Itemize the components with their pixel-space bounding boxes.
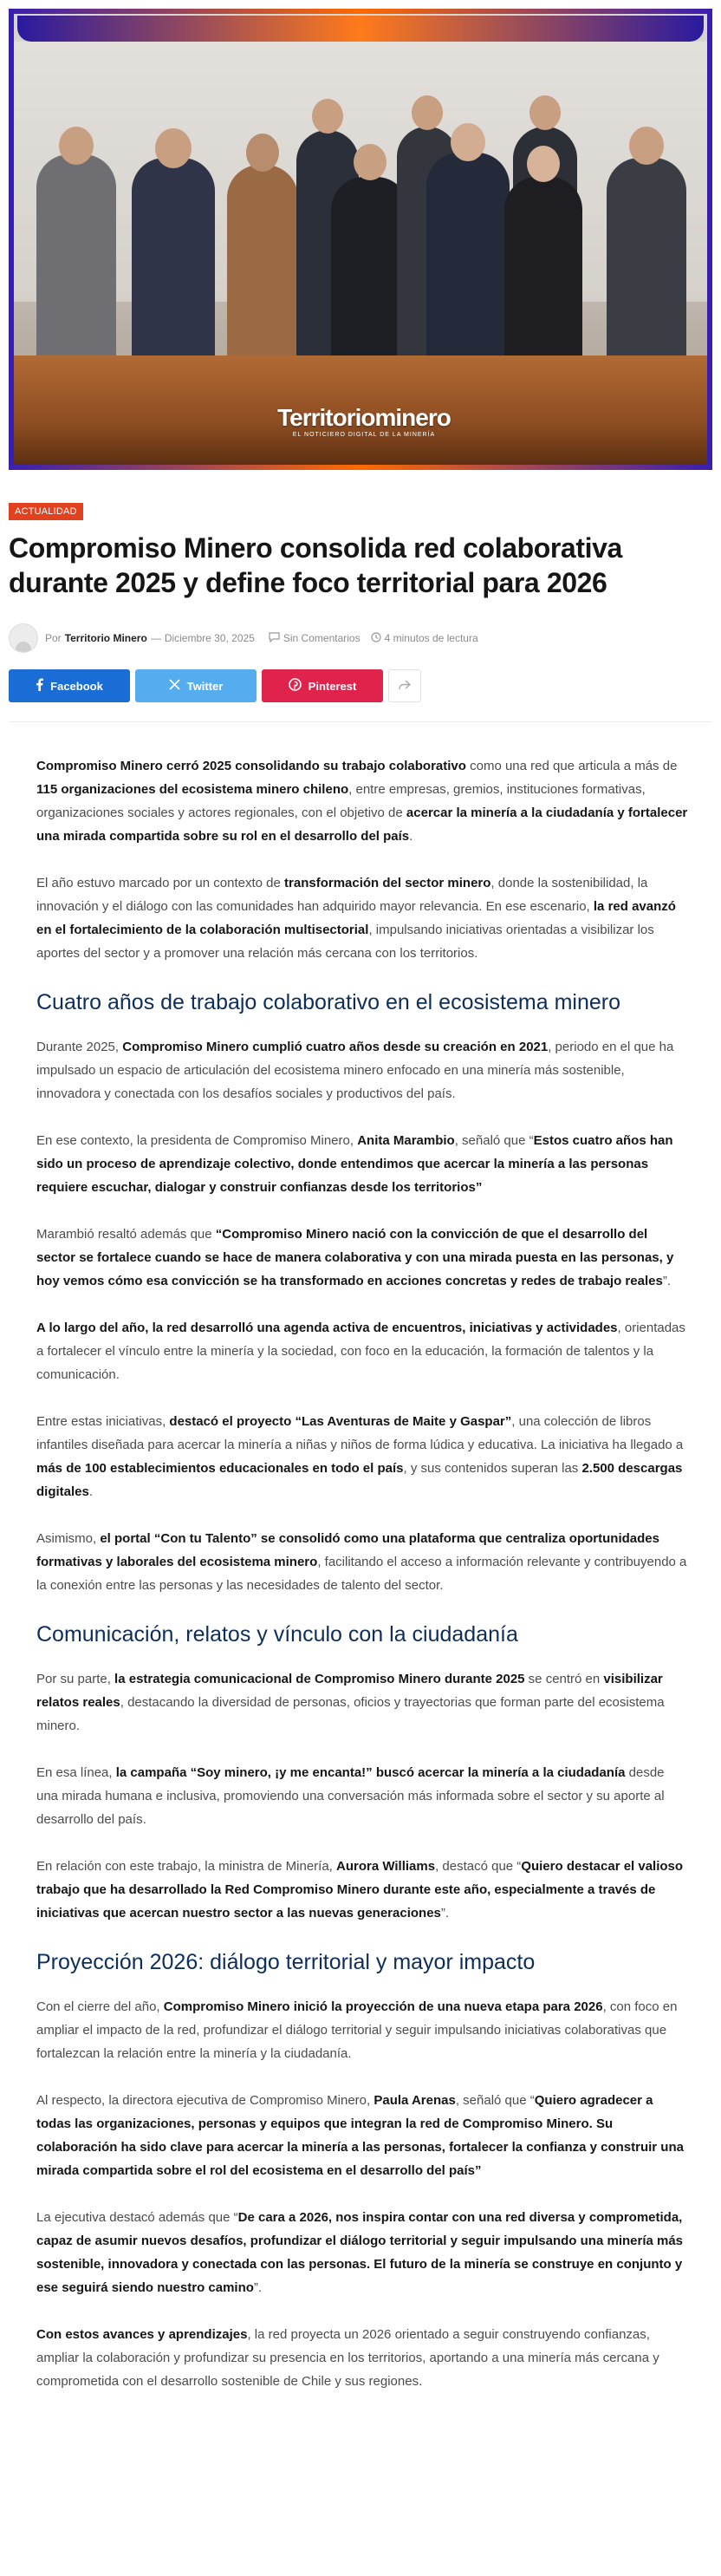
hero-person xyxy=(504,146,582,361)
author-avatar[interactable] xyxy=(9,623,38,653)
share-twitter-label: Twitter xyxy=(186,679,224,693)
paragraph: A lo largo del año, la red desarrolló una agenda activa de encuentros, iniciativas y actividades, orientadas a fortalecer el vínculo entre la minería y la sociedad, con foco en la educación, la formación de talentos y la comunicación. xyxy=(36,1321,685,1382)
clock-icon xyxy=(371,632,381,645)
hero-frame-right xyxy=(707,9,712,470)
share-bar xyxy=(9,669,421,702)
hero-person xyxy=(132,128,215,361)
share-arrow-icon xyxy=(399,680,411,693)
hero-frame xyxy=(9,9,712,14)
paragraph: En ese contexto, la presidenta de Compromiso Minero, Anita Marambio, señaló que “Estos cuatro años han sido un proceso de aprendizaje colectivo, donde entendimos que acercar la minería a las personas requiere escuchar, dialogar y construir confianzas desde los territorios” xyxy=(36,1133,673,1195)
category-badge[interactable]: ACTUALIDAD xyxy=(9,503,83,520)
comments-link[interactable]: Sin Comentarios xyxy=(283,632,360,644)
meta-separator: — xyxy=(150,632,161,644)
pinterest-icon xyxy=(289,678,302,694)
section-heading: Comunicación, relatos y vínculo con la ciudadanía xyxy=(36,1622,518,1647)
paragraph: Al respecto, la directora ejecutiva de Compromiso Minero, Paula Arenas, señaló que “Quiero agradecer a todas las organizaciones, personas y equipos que integran la red de Compromiso Minero. Su colaboración ha sido clave para acercar la minería a las personas, fortalecer la confianza y construir una mirada compartida sobre el rol del ecosistema en el desarrollo del país” xyxy=(36,2093,684,2178)
hero-person xyxy=(426,123,510,361)
header-divider xyxy=(9,721,712,722)
post-meta xyxy=(9,624,478,652)
paragraph: Asimismo, el portal “Con tu Talento” se consolidó como una plataforma que centraliza oportunidades formativas y laborales del ecosistema minero, facilitando el acceso a información relevante y contribuyendo a la conexión entre las personas y las necesidades de talento del sector. xyxy=(36,1531,687,1593)
paragraph: Entre estas iniciativas, destacó el proyecto “Las Aventuras de Maite y Gaspar”, una colección de libros infantiles diseñada para acercar la minería a niñas y niños de forma lúdica y educativa. La iniciativa ha llegado a más de 100 establecimientos educacionales en todo el país, y sus contenidos superan las 2.500 descargas digitales. xyxy=(36,1414,684,1499)
hero-frame-left xyxy=(9,9,14,470)
facebook-icon xyxy=(36,678,43,694)
comment-icon xyxy=(269,632,280,645)
hero-person xyxy=(227,134,298,361)
hero-frame-bottom xyxy=(9,465,712,470)
paragraph: Con el cierre del año, Compromiso Minero inició la proyección de una nueva etapa para 2026, con foco en ampliar el impacto de la red, profundizar el diálogo territorial y seguir impulsando iniciativas colaborativas que fortalezcan la relación entre la minería y la ciudadanía. xyxy=(36,1999,678,2061)
paragraph: En esa línea, la campaña “Soy minero, ¡y me encanta!” buscó acercar la minería a la ciudadanía desde una mirada humana e inclusiva, promoviendo una conversación más informada sobre el sector y su aporte al desarrollo del país. xyxy=(36,1765,665,1827)
author-link[interactable]: Territorio Minero xyxy=(64,632,147,644)
x-logo-icon xyxy=(169,679,180,693)
paragraph: En relación con este trabajo, la ministra de Minería, Aurora Williams, destacó que “Quiero destacar el valioso trabajo que ha desarrollado la Red Compromiso Minero durante este año, especialmente a través de iniciativas que acercan nuestro sector a las nuevas generaciones”. xyxy=(36,1859,684,1921)
hero-image xyxy=(9,9,712,470)
hero-person xyxy=(607,127,686,361)
post-date: Diciembre 30, 2025 xyxy=(164,632,255,644)
share-more-button[interactable] xyxy=(388,669,421,702)
hero-banner xyxy=(17,16,704,42)
article-body xyxy=(36,754,688,2416)
paragraph: Marambió resaltó además que “Compromiso Minero nació con la convicción de que el desarrollo del sector se fortalece cuando se hace de manera colaborativa y con una mirada puesta en las personas, y hoy vemos cómo esa convicción se ha transformado en acciones concretas y redes de trabajo reales”. xyxy=(36,1227,674,1288)
article-title: Compromiso Minero consolida red colaborativa durante 2025 y define foco territorial para 2026 xyxy=(9,532,622,598)
share-pinterest-button[interactable] xyxy=(262,669,383,702)
share-facebook-button[interactable] xyxy=(9,669,130,702)
share-twitter-button[interactable] xyxy=(135,669,257,702)
hero-person xyxy=(36,127,116,361)
paragraph: Con estos avances y aprendizajes, la red proyecta un 2026 orientado a seguir construyendo confianzas, ampliar la colaboración y profundizar su presencia en los territorios, aportando a una minería más cercana y comprometida con el desarrollo sostenible de Chile y sus regiones. xyxy=(36,2327,659,2389)
paragraph: La ejecutiva destacó además que “De cara a 2026, nos inspira contar con una red diversa y comprometida, capaz de asumir nuevos desafíos, profundizar el diálogo territorial y seguir impulsando una minería más sostenible, innovadora y conectada con las personas. El futuro de la minería se construye en conjunto y ese seguirá siendo nuestro camino”. xyxy=(36,2210,684,2295)
section-heading: Cuatro años de trabajo colaborativo en el ecosistema minero xyxy=(36,990,620,1014)
read-time: 4 minutos de lectura xyxy=(384,632,478,644)
section-heading: Proyección 2026: diálogo territorial y mayor impacto xyxy=(36,1950,536,1974)
paragraph: Por su parte, la estrategia comunicacional de Compromiso Minero durante 2025 se centró en visibilizar relatos reales, destacando la diversidad de personas, oficios y trayectorias que forman parte del ecosistema minero. xyxy=(36,1672,665,1733)
by-label: Por xyxy=(45,632,62,644)
paragraph: Durante 2025, Compromiso Minero cumplió cuatro años desde su creación en 2021, periodo en el que ha impulsado un espacio de articulación del ecosistema minero enfocado en una minería más sostenible, innovadora y conectada con los desafíos sociales y productivos del país. xyxy=(36,1040,674,1101)
share-pinterest-label: Pinterest xyxy=(308,679,357,693)
paragraph: El año estuvo marcado por un contexto de transformación del sector minero, donde la sostenibilidad, la innovación y el diálogo con las comunidades han adquirido mayor relevancia. En ese escenario, la red avanzó en el fortalecimiento de la colaboración multisectorial, impulsando iniciativas orientadas a visibilizar los aportes del sector y a promover una relación más cercana con los territorios. xyxy=(36,876,676,961)
territorio-minero-logo: Territoriominero EL NOTICIERO DIGITAL DE LA MINERÍA xyxy=(277,404,451,438)
share-facebook-label: Facebook xyxy=(50,679,103,693)
paragraph: Compromiso Minero cerró 2025 consolidando su trabajo colaborativo como una red que articula a más de 115 organizaciones del ecosistema minero chileno, entre empresas, gremios, instituciones formativas, organizaciones sociales y actores regionales, con el objetivo de acercar la minería a la ciudadanía y fortalecer una mirada compartida sobre su rol en el desarrollo del país. xyxy=(36,759,688,844)
